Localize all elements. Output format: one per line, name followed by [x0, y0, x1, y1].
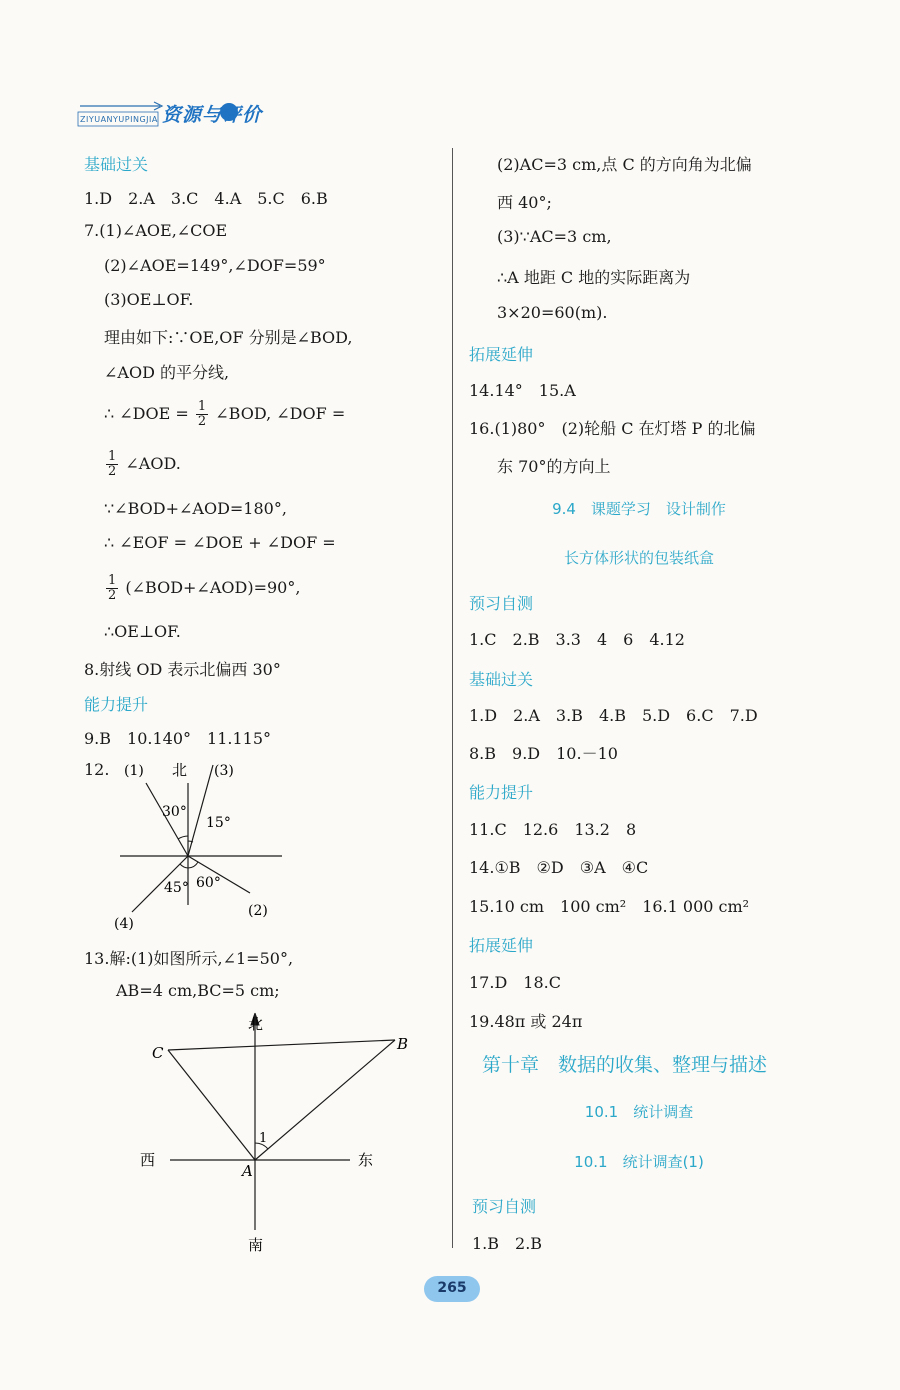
section-heading-ability: 能力提升 [469, 783, 534, 802]
fraction-numerator: 1 [197, 399, 207, 414]
angle-1-label: 1 [259, 1131, 268, 1146]
answer-line: ∠AOD 的平分线, [104, 363, 230, 382]
section-heading-preview: 预习自测 [469, 594, 534, 613]
answer-line: (2)AC=3 cm,点 C 的方向角为北偏 [497, 155, 752, 174]
point-b-label: B [397, 1035, 409, 1053]
answer-line: 15.10 cm 100 cm² 16.1 000 cm² [469, 897, 750, 916]
answer-line: 17.D 18.C [469, 973, 561, 992]
fraction [106, 574, 118, 603]
header-title: 资源与评价 [162, 104, 263, 126]
fraction [196, 400, 208, 429]
point-a-label: A [242, 1162, 253, 1180]
section-heading-extension: 拓展延伸 [469, 345, 534, 364]
section-heading-preview: 预习自测 [472, 1197, 537, 1216]
west-label: 西 [140, 1151, 156, 1169]
answer-line: (3)∵AC=3 cm, [497, 227, 612, 246]
answer-line: (3)OE⊥OF. [104, 290, 194, 309]
angle-label-30: 30° [162, 804, 187, 820]
section-title-10-1: 10.1 统计调查 [584, 1103, 694, 1121]
angle-label-15: 15° [206, 815, 231, 831]
section-subtitle: 10.1 统计调查(1) [574, 1153, 704, 1171]
question-number: 12. [84, 760, 110, 779]
answer-line-with-fraction [104, 450, 181, 479]
south-label: 南 [248, 1236, 264, 1254]
ray-label-3: (3) [214, 763, 234, 779]
angle-label-45: 45° [164, 880, 189, 896]
answer-line-with-fraction [104, 400, 345, 429]
section-heading-basic: 基础过关 [469, 670, 534, 689]
answer-line: 8.B 9.D 10.－10 [469, 744, 618, 763]
answer-line: (2)∠AOE=149°,∠DOF=59° [104, 256, 326, 275]
answer-line: 西 40°; [497, 193, 552, 212]
answer-line: 14.①B ②D ③A ④C [469, 858, 649, 877]
ray-label-1: (1) [124, 763, 144, 779]
answer-line: 19.48π 或 24π [469, 1012, 583, 1031]
page-number-badge [424, 1276, 480, 1302]
page-number: 265 [437, 1280, 467, 1296]
fraction-denominator: 2 [197, 414, 207, 429]
fraction-numerator: 1 [108, 449, 117, 464]
fraction-denominator: 2 [108, 588, 117, 603]
answer-line: ∴OE⊥OF. [104, 622, 181, 641]
answer-line: 1.C 2.B 3.3 4 6 4.12 [469, 630, 685, 649]
answer-line: 东 70°的方向上 [497, 457, 611, 476]
answer-line: 9.B 10.140° 11.115° [84, 729, 271, 748]
answer-line: AB=4 cm,BC=5 cm; [116, 981, 280, 1000]
column-divider [452, 148, 453, 1248]
ray-label-2: (2) [248, 903, 268, 919]
text-fragment: ∠AOD. [125, 454, 181, 473]
text-fragment: (∠BOD+∠AOD)=90°, [125, 578, 301, 597]
section-heading-basic: 基础过关 [84, 155, 149, 174]
section-heading-extension: 拓展延伸 [469, 936, 534, 955]
east-label: 东 [358, 1151, 374, 1169]
ray-label-4: (4) [114, 916, 134, 930]
north-label: 北 [172, 761, 188, 779]
section-title-9-4: 9.4 课题学习 设计制作 [552, 500, 726, 518]
section-heading-ability: 能力提升 [84, 695, 149, 714]
north-label: 北 [248, 1015, 264, 1033]
answer-line: 13.解:(1)如图所示,∠1=50°, [84, 949, 294, 968]
fraction [106, 450, 118, 479]
point-c-label: C [152, 1044, 164, 1062]
answer-line: 1.B 2.B [472, 1234, 543, 1253]
answer-line-with-fraction [104, 574, 300, 603]
answer-line: 理由如下:∵OE,OF 分别是∠BOD, [104, 328, 353, 347]
answer-line: 16.(1)80° (2)轮船 C 在灯塔 P 的北偏 [469, 419, 756, 438]
text-fragment: ∴ ∠DOE = [104, 404, 189, 423]
answer-line: 3×20=60(m). [497, 303, 608, 322]
text-fragment: ∠BOD, ∠DOF = [215, 404, 346, 423]
answer-line: 7.(1)∠AOE,∠COE [84, 221, 228, 240]
angle-label-60: 60° [196, 875, 221, 891]
section-subtitle: 长方体形状的包装纸盒 [563, 549, 714, 567]
answer-line: 1.D 2.A 3.B 4.B 5.D 6.C 7.D [469, 706, 758, 725]
answer-line: 11.C 12.6 13.2 8 [469, 820, 637, 839]
answer-line: ∵∠BOD+∠AOD=180°, [104, 499, 287, 518]
answer-line: ∴ ∠EOF = ∠DOE + ∠DOF = [104, 533, 336, 552]
fraction-denominator: 2 [108, 464, 117, 479]
chapter-title: 第十章 数据的收集、整理与描述 [482, 1054, 768, 1076]
answer-line: 1.D 2.A 3.C 4.A 5.C 6.B [84, 189, 328, 208]
header-pinyin: ZIYUANYUPINGJIA [80, 115, 158, 124]
answer-line: 14.14° 15.A [469, 381, 576, 400]
answer-line: 8.射线 OD 表示北偏西 30° [84, 660, 281, 679]
figure-13-map-diagram [130, 1005, 420, 1260]
fraction-numerator: 1 [108, 573, 117, 588]
answer-line: ∴A 地距 C 地的实际距离为 [497, 268, 691, 287]
figure-12-direction-diagram [110, 755, 290, 930]
